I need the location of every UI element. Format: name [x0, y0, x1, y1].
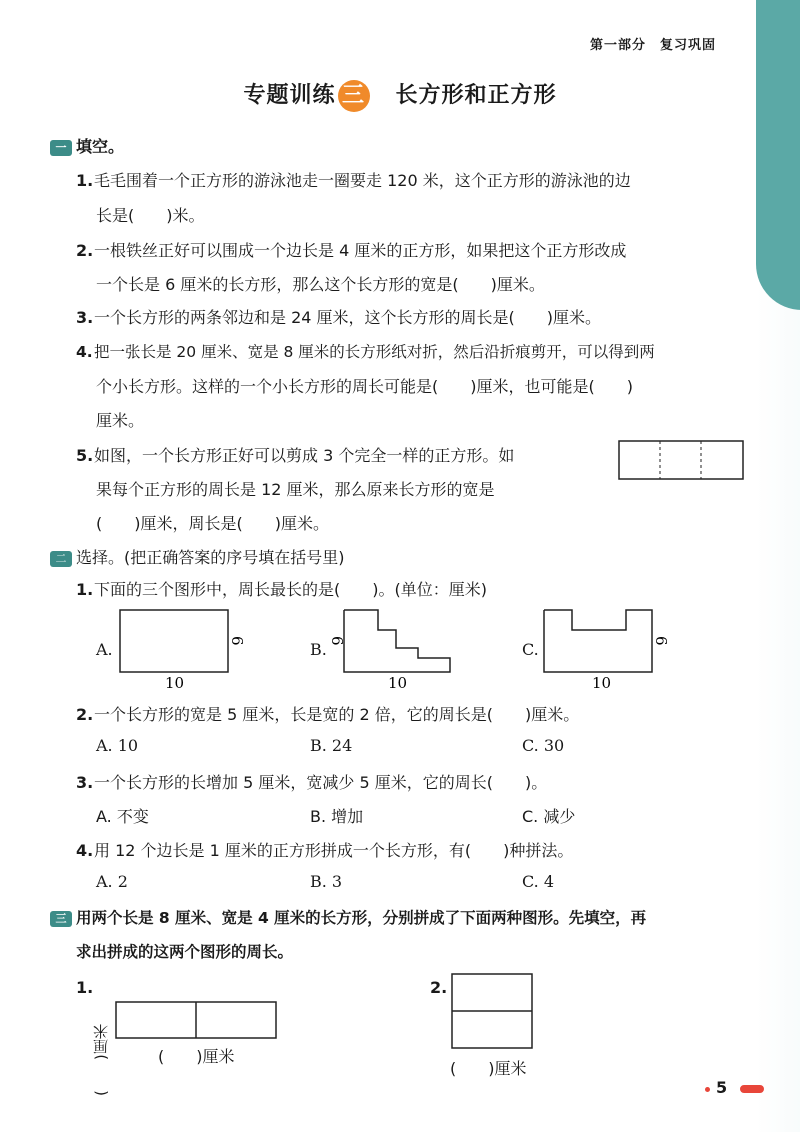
s2-q2-line [76, 702, 579, 725]
section-1-badge: 一 [50, 140, 72, 156]
s3-q2-number [430, 978, 448, 997]
s2-q3-text: 一个长方形的长增加 5 厘米，宽减少 5 厘米，它的周长( )。 [94, 773, 548, 792]
s1-q2-line2: 一个长是 6 厘米的长方形，那么这个长方形的宽是( )厘米。 [96, 275, 545, 294]
section-1-label: 填空。 [76, 137, 125, 156]
title-number-badge: 三 [338, 80, 370, 112]
figure-a-rectangle [110, 600, 250, 692]
s1-q4-text: 把一张长是 20 厘米、宽是 8 厘米的长方形纸对折，然后沿折痕剪开，可以得到两 [94, 343, 655, 361]
s1-q5-line2: 果每个正方形的周长是 12 厘米，那么原来长方形的宽是 [96, 480, 495, 499]
section-3-badge: 三 [50, 911, 72, 927]
s3-q1-number-text: 1. [76, 978, 94, 997]
s2-q4-line [76, 838, 573, 861]
s1-q5-text: 如图，一个长方形正好可以剪成 3 个完全一样的正方形。如 [94, 446, 515, 465]
title-prefix: 专题训练 [243, 83, 336, 108]
s1-q3-number: 3. [76, 308, 94, 327]
figure-b-staircase [326, 600, 466, 692]
s2-q1-line [76, 577, 487, 600]
s2-q3-option-c: C. 减少 [522, 807, 576, 826]
s2-q2-option-c: C. 30 [522, 736, 565, 755]
s2-q3-option-b: B. 增加 [310, 807, 364, 826]
figure-c-notched [536, 600, 676, 692]
section-2-heading [50, 545, 345, 568]
title-text: 长方形和正方形 [395, 83, 557, 108]
section-1-heading [50, 134, 124, 157]
s3-q2-number-text: 2. [430, 978, 448, 997]
s1-q3-text: 一个长方形的两条邻边和是 24 厘米，这个长方形的周长是( )厘米。 [94, 308, 602, 327]
section-3-line1: 用两个长是 8 厘米、宽是 4 厘米的长方形，分别拼成了下面两种图形。先填空，再 [76, 909, 647, 927]
chapter-header: 第一部分 复习巩固 [590, 38, 717, 53]
s1-q5-number: 5. [76, 446, 94, 465]
s3-figure-2 [448, 970, 538, 1054]
s2-q3-number: 3. [76, 773, 94, 792]
s2-q1-option-b: B. [310, 640, 327, 659]
s1-q1-line2: 长是( )米。 [96, 206, 205, 225]
s2-q1-text: 下面的三个图形中，周长最长的是( )。(单位：厘米) [94, 580, 487, 599]
figure-b-width-label: 10 [388, 674, 408, 692]
s1-q3-line1 [76, 305, 601, 328]
s1-q1-text: 毛毛围着一个正方形的游泳池走一圈要走 120 米，这个正方形的游泳池的边 [94, 171, 631, 190]
s3-q1-bottom-label: ( )厘米 [158, 1047, 235, 1066]
s2-q2-text: 一个长方形的宽是 5 厘米，长是宽的 2 倍，它的周长是( )厘米。 [94, 705, 580, 724]
figure-a-height-label: 6 [228, 636, 246, 646]
s1-q4-number: 4. [76, 343, 93, 361]
s2-q4-option-a: A. 2 [96, 872, 128, 891]
s1-q5-line3: ( )厘米，周长是( )厘米。 [96, 514, 329, 533]
s1-q4-line2: 个小长方形。这样的一个小长方形的周长可能是( )厘米，也可能是( ) [96, 377, 633, 396]
s1-q5-line1 [76, 443, 514, 466]
s2-q1-option-c: C. [522, 640, 539, 659]
three-squares-figure [618, 440, 744, 480]
s1-q2-text: 一根铁丝正好可以围成一个边长是 4 厘米的正方形，如果把这个正方形改成 [94, 241, 627, 260]
s1-q2-number: 2. [76, 241, 94, 260]
s2-q1-option-a: A. [96, 640, 113, 659]
s2-q3-line [76, 770, 547, 793]
chapter-tab [756, 0, 800, 310]
page-title [0, 78, 800, 112]
s2-q2-number: 2. [76, 705, 94, 724]
s2-q4-option-b: B. 3 [310, 872, 343, 891]
s1-q4-line3: 厘米。 [96, 411, 145, 430]
page-number-text: 5 [716, 1078, 728, 1097]
figure-b-height-label: 6 [328, 636, 346, 646]
s1-q2-line1 [76, 238, 626, 261]
s2-q3-option-a: A. 不变 [96, 807, 149, 826]
s2-q2-option-b: B. 24 [310, 736, 353, 755]
s1-q1-number: 1. [76, 171, 94, 190]
figure-c-width-label: 10 [592, 674, 612, 692]
s3-q2-bottom-label: ( )厘米 [450, 1059, 527, 1078]
s3-q1-side-label: ( )厘米 [92, 1024, 110, 1096]
figure-c-height-label: 6 [652, 636, 670, 646]
s2-q1-number: 1. [76, 580, 94, 599]
section-3-heading [50, 906, 646, 928]
s1-q1-line1 [76, 168, 631, 191]
s1-q4-line1 [76, 340, 655, 362]
section-3-line2: 求出拼成的这两个图形的周长。 [76, 943, 294, 961]
s2-q2-option-a: A. 10 [96, 736, 139, 755]
figure-a-width-label: 10 [165, 674, 185, 692]
s2-q4-number: 4. [76, 841, 94, 860]
section-2-badge: 二 [50, 551, 72, 567]
section-2-label: 选择。(把正确答案的序号填在括号里) [76, 548, 345, 567]
page-number-bar [740, 1085, 764, 1093]
page-number [702, 1078, 727, 1097]
s2-q4-text: 用 12 个边长是 1 厘米的正方形拼成一个长方形，有( )种拼法。 [94, 841, 574, 860]
s2-q4-option-c: C. 4 [522, 872, 555, 891]
